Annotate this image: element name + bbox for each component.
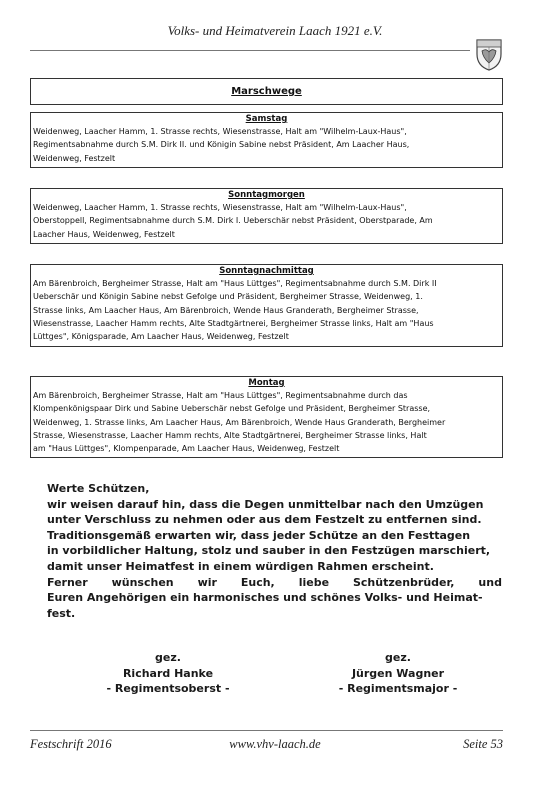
section-montag bbox=[30, 376, 503, 458]
message-word: Schützenbrüder, bbox=[352, 575, 455, 589]
message-word: Euch, bbox=[240, 575, 275, 589]
message-word: wir bbox=[197, 575, 217, 589]
footer-page-number: Seite 53 bbox=[463, 737, 503, 751]
message-word: und bbox=[478, 575, 502, 589]
message-word: wünschen bbox=[111, 575, 174, 589]
section-line: Am Bärenbroich, Bergheimer Strasse, Halt am "Haus Lüttges", Regimentsabnahme durch das bbox=[33, 391, 408, 400]
section-samstag bbox=[30, 112, 503, 168]
section-line: am "Haus Lüttges", Klompenparade, Am Laacher Haus, Weidenweg, Festzelt bbox=[33, 444, 340, 454]
signature-prefix: gez. bbox=[385, 651, 411, 664]
message-closing-justified bbox=[47, 575, 502, 591]
signature-name: Richard Hanke bbox=[122, 666, 214, 680]
section-heading: Sonntagmorgen bbox=[228, 190, 305, 200]
message-line: wir weisen darauf hin, dass die Degen unmittelbar nach den Umzügen bbox=[47, 497, 484, 511]
section-line: Laacher Haus, Weidenweg, Festzelt bbox=[33, 229, 175, 239]
section-line: Klompenkönigspaar Dirk und Sabine Ueberschär nebst Gefolge und Präsident, Bergheimer Strasse, bbox=[33, 404, 431, 414]
page-title: Marschwege bbox=[231, 86, 302, 97]
section-line: Weidenweg, 1. Strasse links, Am Laacher Haus, Am Bärenbroich, Wende Haus Granderath, Bergheimer bbox=[33, 417, 446, 427]
section-sonntagmorgen bbox=[30, 188, 503, 244]
section-sonntagnachmittag bbox=[30, 264, 503, 347]
message-word: Ferner bbox=[47, 575, 88, 589]
section-heading: Montag bbox=[248, 378, 285, 388]
section-line: Strasse links, Am Laacher Haus, Am Bärenbroich, Wende Haus Granderath, Bergheimer Strasse, bbox=[33, 305, 419, 315]
footer-website: www.vhv-laach.de bbox=[229, 737, 321, 751]
header-rule bbox=[30, 50, 470, 51]
header-title: Volks- und Heimatverein Laach 1921 e.V. bbox=[167, 23, 383, 38]
section-line: Wiesenstrasse, Laacher Hamm rechts, Alte Stadtgärtnerei, Bergheimer Strasse links, Halt am "Haus bbox=[33, 318, 434, 328]
section-line: Am Bärenbroich, Bergheimer Strasse, Halt am "Haus Lüttges", Regimentsabnahme durch S.M. Dirk II bbox=[33, 279, 437, 288]
message-greeting: Werte Schützen, bbox=[47, 482, 150, 495]
section-line: Weidenweg, Laacher Hamm, 1. Strasse rechts, Wiesenstrasse, Halt am "Wilhelm-Laux-Haus", bbox=[33, 127, 407, 136]
footer-publication: Festschrift 2016 bbox=[30, 737, 112, 751]
section-heading: Sonntagnachmittag bbox=[219, 266, 314, 276]
section-line: Strasse, Wiesenstrasse, Laacher Hamm rechts, Alte Stadtgärtnerei, Bergheimer Strasse links, Halt bbox=[33, 430, 427, 440]
message-line: unter Verschluss zu nehmen oder aus dem Festzelt zu entfernen sind. bbox=[47, 513, 482, 527]
message-line: Traditionsgemäß erwarten wir, dass jeder Schütze an den Festtagen bbox=[47, 528, 471, 542]
section-line: Weidenweg, Laacher Hamm, 1. Strasse rechts, Wiesenstrasse, Halt am "Wilhelm-Laux-Haus", bbox=[33, 203, 407, 212]
message-line: in vorbildlicher Haltung, stolz und sauber in den Festzügen marschiert, bbox=[47, 544, 491, 558]
section-line: Ueberschär und Königin Sabine nebst Gefolge und Präsident, Bergheimer Strasse, Weidenweg, 1. bbox=[33, 292, 423, 302]
message-closing-line: Euren Angehörigen ein harmonisches und schönes Volks- und Heimat- bbox=[47, 591, 483, 605]
message-closing-line: fest. bbox=[47, 606, 76, 620]
section-line: Lüttges", Königsparade, Am Laacher Haus, Weidenweg, Festzelt bbox=[33, 332, 289, 342]
section-line: Oberstoppell, Regimentsabnahme durch S.M. Dirk I. Ueberschär nebst Präsident, Oberstparade, Am bbox=[33, 216, 433, 226]
signature-left bbox=[78, 650, 258, 697]
coat-of-arms-icon bbox=[474, 36, 504, 72]
message-word: liebe bbox=[298, 575, 330, 589]
signature-right bbox=[308, 650, 488, 697]
message-line: damit unser Heimatfest in einem würdigen Rahmen erscheint. bbox=[47, 559, 434, 573]
signature-role: - Regimentsoberst - bbox=[106, 682, 230, 696]
signature-role: - Regimentsmajor - bbox=[338, 682, 458, 696]
section-heading: Samstag bbox=[245, 114, 288, 124]
message-block bbox=[47, 481, 502, 621]
marschwege-title-box bbox=[30, 78, 503, 105]
signature-prefix: gez. bbox=[155, 651, 181, 664]
footer-rule bbox=[30, 730, 503, 731]
section-line: Weidenweg, Festzelt bbox=[33, 153, 116, 163]
signature-name: Jürgen Wagner bbox=[351, 666, 445, 680]
section-line: Regimentsabnahme durch S.M. Dirk II. und Königin Sabine nebst Präsident, Am Laacher Haus, bbox=[33, 140, 410, 150]
